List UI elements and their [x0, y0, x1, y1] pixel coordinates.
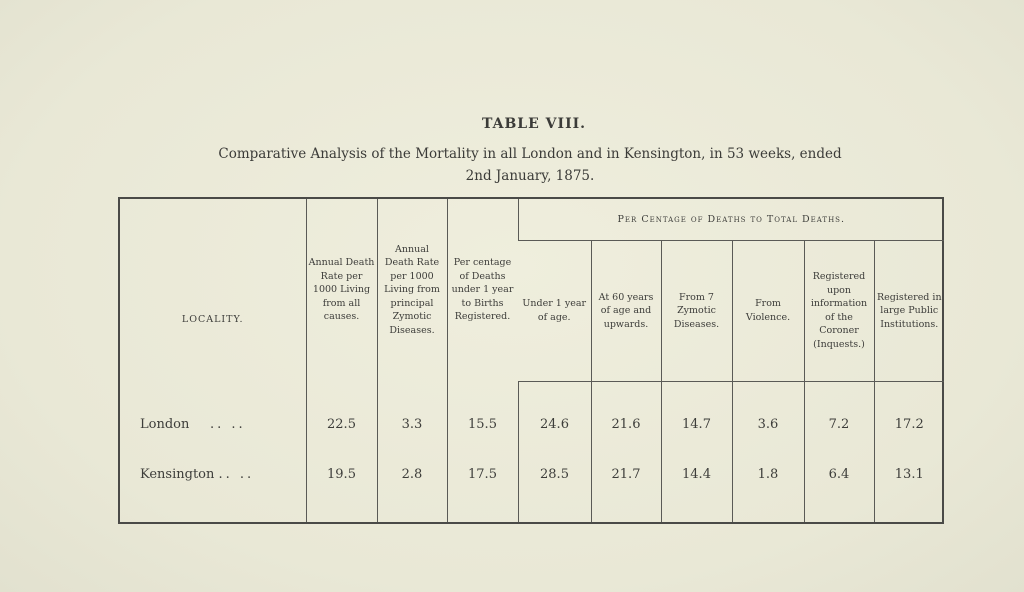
locality-cell — [120, 400, 306, 450]
column-header-7: From Violence. — [732, 241, 804, 381]
value-cell: 22.5 — [306, 400, 377, 450]
table-subtitle — [185, 143, 875, 187]
mortality-table-grid — [120, 199, 944, 522]
column-header-2: Annual Death Rate per 1000 Living from principal Zymotic Diseases. — [377, 199, 447, 381]
value-cell: 2.8 — [377, 450, 447, 500]
value-cell: 19.5 — [306, 450, 377, 500]
mortality-table — [118, 197, 944, 524]
group-header-per-centage: Per Centage of Deaths to Total Deaths. — [518, 199, 944, 241]
table-row-kensington — [120, 450, 944, 500]
value-cell: 24.6 — [518, 400, 591, 450]
column-header-1: Annual Death Rate per 1000 Living from all causes. — [306, 199, 377, 381]
column-header-5: At 60 years of age and upwards. — [591, 241, 661, 381]
value-cell: 3.3 — [377, 400, 447, 450]
column-header-8: Registered upon information of the Coroner (Inquests.) — [804, 241, 874, 381]
column-header-3: Per centage of Deaths under 1 year to Births Registered. — [447, 199, 518, 381]
value-cell: 17.2 — [874, 400, 944, 450]
value-cell: 6.4 — [804, 450, 874, 500]
value-cell: 15.5 — [447, 400, 518, 450]
value-cell: 13.1 — [874, 450, 944, 500]
value-cell: 1.8 — [732, 450, 804, 500]
value-cell: 21.7 — [591, 450, 661, 500]
table-row-london — [120, 400, 944, 450]
subtitle-line-1: Comparative Analysis of the Mortality in all London and in Kensington, in 53 weeks, ended — [218, 146, 842, 162]
locality-name: London — [140, 417, 190, 433]
column-header-6: From 7 Zymotic Diseases. — [661, 241, 732, 381]
column-header-4: Under 1 year of age. — [518, 241, 591, 381]
column-header-9: Registered in large Public Institutions. — [874, 241, 944, 381]
locality-header: LOCALITY. — [181, 314, 244, 326]
value-cell: 21.6 — [591, 400, 661, 450]
locality-cell — [120, 450, 306, 500]
value-cell: 17.5 — [447, 450, 518, 500]
subtitle-line-2: 2nd January, 1875. — [465, 168, 595, 184]
value-cell: 14.7 — [661, 400, 732, 450]
value-cell: 14.4 — [661, 450, 732, 500]
leader-dots: .. .. — [210, 417, 246, 433]
locality-name: Kensington — [140, 467, 215, 482]
table-title: TABLE VIII. — [481, 116, 587, 132]
value-cell: 7.2 — [804, 400, 874, 450]
value-cell: 28.5 — [518, 450, 591, 500]
value-cell: 3.6 — [732, 400, 804, 450]
leader-dots: .. .. — [218, 467, 255, 482]
